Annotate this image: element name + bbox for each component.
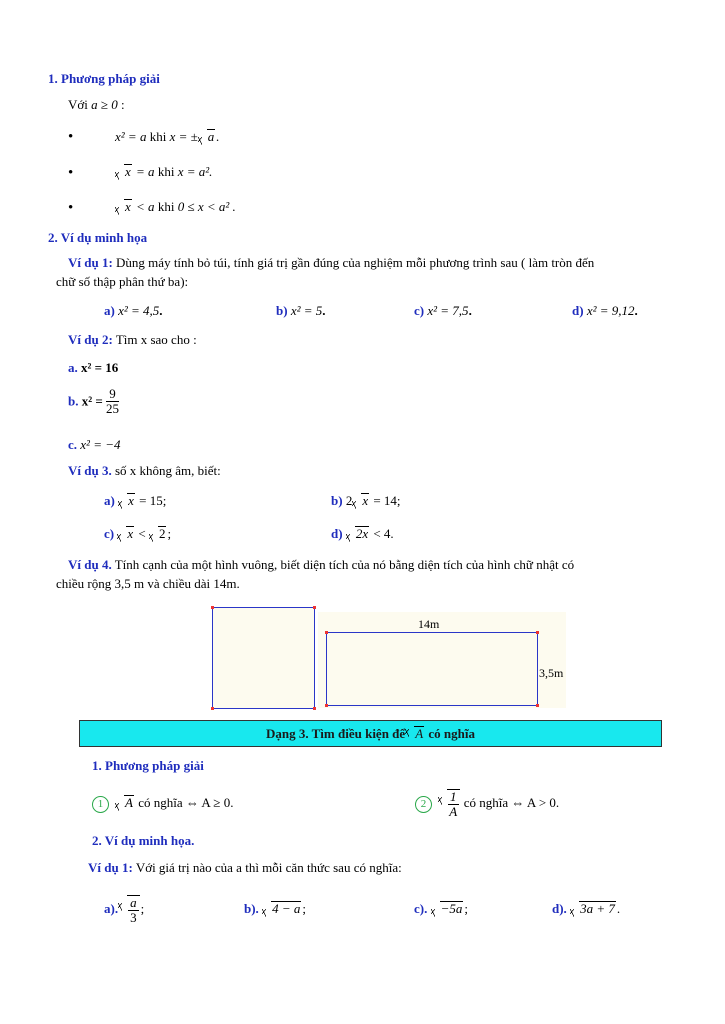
rectangle-figure xyxy=(326,632,538,706)
example-4-paragraph: Ví dụ 4. Tính cạnh của một hình vuông, biết diện tích của nó bằng diện tích của hình chữ nhật có chiều rộng 3,5 m và chiều dài 14m. xyxy=(56,557,575,591)
section-2-title: 2. Ví dụ minh họa xyxy=(48,230,148,245)
intro-text: Với xyxy=(68,97,88,112)
section-1-title: 1. Phương pháp giải xyxy=(48,71,160,86)
square-figure xyxy=(212,607,315,709)
bullet-1-khi: khi xyxy=(149,129,167,144)
example-1-item-a: a) x² = 4,5. xyxy=(104,303,163,318)
sqrt-symbol: A xyxy=(115,795,134,811)
example-2-a: a. x² = 16 xyxy=(68,360,119,375)
sqrt-symbol: A xyxy=(405,721,424,747)
dang3-item-a: a). $\frac{a}{3}$ ; xyxy=(104,895,145,926)
section-banner: Dạng 3. Tìm điều kiện để A có nghĩa xyxy=(79,720,662,747)
vertex-point xyxy=(325,631,328,634)
rule-1: 1 A có nghĩa ⇔ A ≥ 0. xyxy=(92,795,233,813)
bullet-2: x = a khi x = a². xyxy=(115,164,212,180)
sqrt-symbol: −5a xyxy=(431,901,464,917)
sqrt-symbol: x xyxy=(117,526,134,542)
sqrt-symbol: x xyxy=(115,199,132,215)
sqrt-symbol: $\frac{a}{3}$ xyxy=(118,895,140,926)
sqrt-symbol: x xyxy=(118,493,135,509)
dang3-method-title: 1. Phương pháp giải xyxy=(92,758,204,773)
vertex-point xyxy=(313,707,316,710)
dang3-example-1: Ví dụ 1: Với giá trị nào của a thì mỗi căn thức sau có nghĩa: xyxy=(88,860,402,875)
bullet-1: x² = a khi x = ± a . xyxy=(115,129,220,144)
vertex-point xyxy=(211,606,214,609)
example-3-a: a) x = 15; xyxy=(104,493,167,508)
example-2-heading: Ví dụ 2: Tìm x sao cho : xyxy=(68,332,197,347)
vertex-point xyxy=(325,704,328,707)
vertex-point xyxy=(211,707,214,710)
intro-colon: : xyxy=(121,97,125,112)
dang3-item-c: c). −5a ; xyxy=(414,901,469,916)
dang3-item-d: d). 3a + 7 . xyxy=(552,901,621,916)
example-3-d: d) 2x < 4. xyxy=(331,526,394,541)
example-1-line-2: chữ số thập phân thứ ba): xyxy=(56,274,189,289)
example-3-c: c) x < 2 ; xyxy=(104,526,172,541)
example-1-line-1: Ví dụ 1: Dùng máy tính bỏ túi, tính giá trị gần đúng của nghiệm mỗi phương trình sau ( làm tròn đến xyxy=(68,255,595,270)
vertex-point xyxy=(313,606,316,609)
sqrt-symbol: x xyxy=(115,164,132,180)
sqrt-symbol: x xyxy=(352,493,369,509)
example-2-c: c. x² = −4 xyxy=(68,437,121,452)
vertex-point xyxy=(536,704,539,707)
bullet-dot: • xyxy=(68,129,74,145)
vertex-point xyxy=(536,631,539,634)
sqrt-symbol: $\frac{1}{A}$ xyxy=(438,789,460,820)
example-2-b: b. x² = $\frac{9}{25}$ xyxy=(68,386,120,416)
width-label: 3,5m xyxy=(539,666,564,680)
dang3-item-b: b). 4 − a ; xyxy=(244,901,306,916)
circled-number: 2 xyxy=(415,796,432,813)
dang3-examples-title: 2. Ví dụ minh họa. xyxy=(92,833,195,848)
intro-math: a ≥ 0 xyxy=(91,97,118,112)
sqrt-symbol: 2x xyxy=(346,526,369,542)
circled-number: 1 xyxy=(92,796,109,813)
example-1-item-b: b) x² = 5. xyxy=(276,303,326,318)
bullet-1-lhs: x² = a xyxy=(115,129,147,144)
sqrt-symbol: 4 − a xyxy=(262,901,301,917)
intro-line xyxy=(68,97,125,113)
example-3-heading: Ví dụ 3. số x không âm, biết: xyxy=(68,463,221,478)
sqrt-symbol: 2 xyxy=(149,526,167,542)
example-3-b: b) 2 x = 14; xyxy=(331,493,401,508)
example-1-item-d: d) x² = 9,12. xyxy=(572,303,638,318)
sqrt-symbol: a xyxy=(198,129,216,145)
length-label: 14m xyxy=(418,617,440,631)
example-1-item-c: c) x² = 7,5. xyxy=(414,303,472,318)
sqrt-symbol: 3a + 7 xyxy=(570,901,616,917)
rule-2: 2 $\frac{1}{A}$ có nghĩa ⇔ A > 0. xyxy=(415,788,559,819)
bullet-3: x < a khi 0 ≤ x < a² . xyxy=(115,199,236,215)
bullet-dot: • xyxy=(68,200,74,216)
fraction: $\frac{9}{25}$ xyxy=(106,386,120,416)
bullet-dot: • xyxy=(68,165,74,181)
bullet-1-rhs: x = ± xyxy=(169,129,198,144)
